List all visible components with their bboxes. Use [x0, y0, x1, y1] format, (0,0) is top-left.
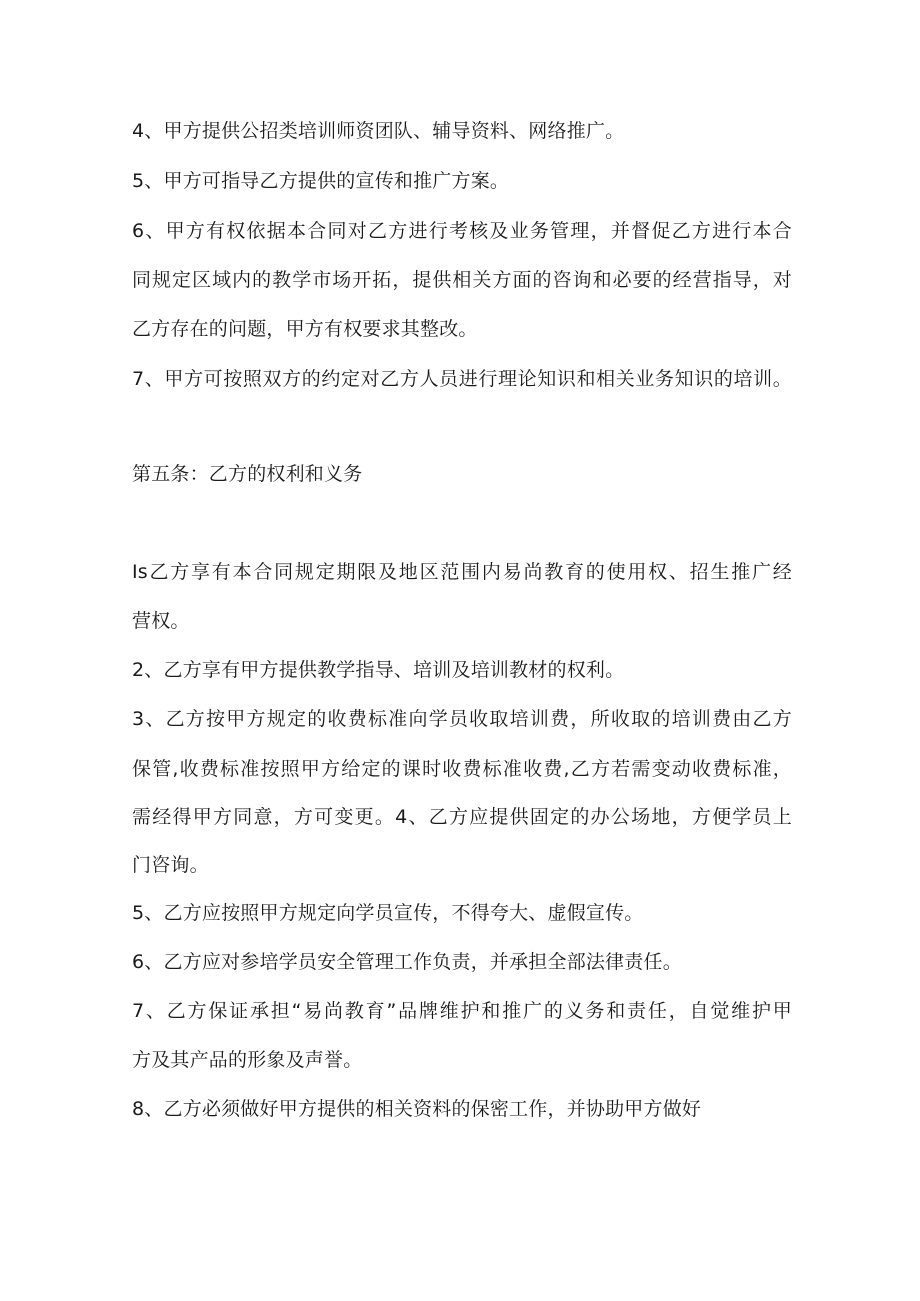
clause-line: 4、甲方提供公招类培训师资团队、辅导资料、网络推广。 [132, 120, 625, 142]
clause-line: 5、乙方应按照甲方规定向学员宣传，不得夸大、虚假宣传。 [132, 902, 644, 924]
clause-line: 8、乙方必须做好甲方提供的相关资料的保密工作，并协助甲方做好 [132, 1098, 702, 1120]
clause-line: 门咨询。 [132, 854, 209, 876]
clause-line: 需经得甲方同意，方可变更。4、乙方应提供固定的办公场地，方便学员上 [132, 806, 792, 828]
clause-line: 7、乙方保证承担“易尚教育”品牌维护和推广的义务和责任，自觉维护甲 [132, 1000, 792, 1022]
clause-line: 5、甲方可指导乙方提供的宣传和推广方案。 [132, 170, 510, 192]
clause-line: 6、甲方有权依据本合同对乙方进行考核及业务管理，并督促乙方进行本合 [132, 220, 792, 242]
clause-line: 7、甲方可按照双方的约定对乙方人员进行理论知识和相关业务知识的培训。 [132, 368, 792, 390]
clause-line: 2、乙方享有甲方提供教学指导、培训及培训教材的权利。 [132, 659, 625, 681]
clause-line: 方及其产品的形象及声誉。 [132, 1049, 363, 1071]
clause-line: 乙方存在的问题，甲方有权要求其整改。 [132, 318, 478, 340]
clause-line: Is乙方享有本合同规定期限及地区范围内易尚教育的使用权、招生推广经 [132, 561, 792, 583]
clause-line: 3、乙方按甲方规定的收费标准向学员收取培训费，所收取的培训费由乙方 [132, 708, 792, 730]
section-heading: 第五条：乙方的权利和义务 [132, 463, 363, 485]
clause-line: 保管,收费标准按照甲方给定的课时收费标准收费,乙方若需变动收费标准， [132, 758, 792, 780]
clause-line: 6、乙方应对参培学员安全管理工作负责，并承担全部法律责任。 [132, 951, 682, 973]
clause-line: 营权。 [132, 610, 190, 632]
clause-line: 同规定区域内的教学市场开拓，提供相关方面的咨询和必要的经营指导，对 [132, 269, 792, 291]
